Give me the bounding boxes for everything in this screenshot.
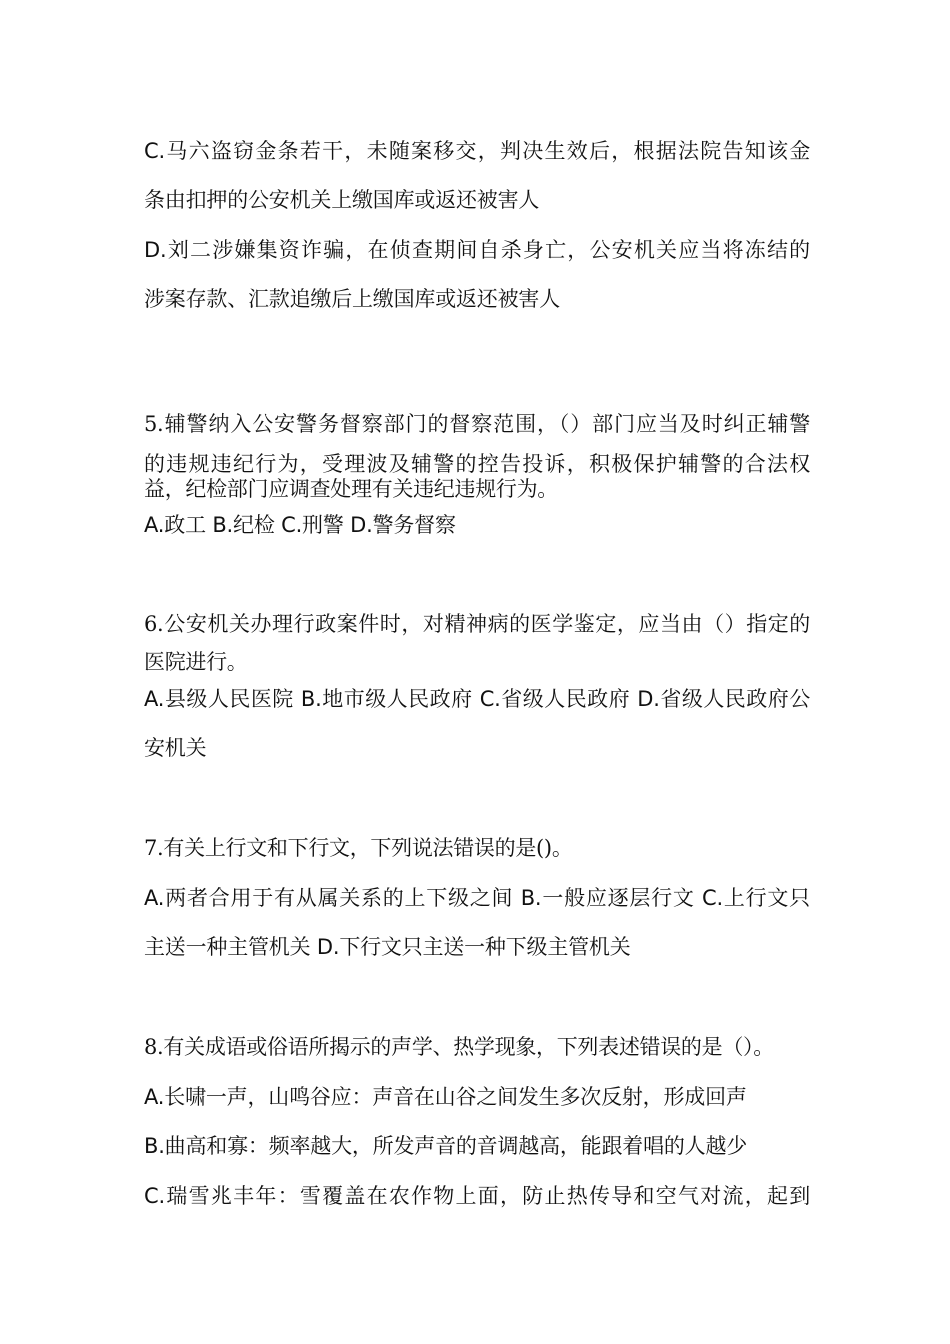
question-7-options-line-2: 主送一种主管机关 D.下行文只主送一种下级主管机关	[144, 935, 631, 959]
option-d-line-2: 涉案存款、汇款追缴后上缴国库或返还被害人	[144, 287, 560, 311]
question-7-options-line-1: A.两者合用于有从属关系的上下级之间 B.一般应逐层行文 C.上行文只	[144, 886, 810, 910]
option-c-line-2: 条由扣押的公安机关上缴国库或返还被害人	[144, 188, 540, 212]
question-5-line-3: 益，纪检部门应调查处理有关违纪违规行为。	[144, 477, 558, 501]
question-6-line-2: 医院进行。	[144, 650, 248, 674]
question-6-options-line-1: A.县级人民医院 B.地市级人民政府 C.省级人民政府 D.省级人民政府公	[144, 687, 810, 711]
option-d-line-1: D.刘二涉嫌集资诈骗，在侦查期间自杀身亡，公安机关应当将冻结的	[144, 238, 810, 262]
question-5-options: A.政工 B.纪检 C.刑警 D.警务督察	[144, 513, 456, 537]
question-8-option-c-line-1: C.瑞雪兆丰年：雪覆盖在农作物上面，防止热传导和空气对流，起到	[144, 1184, 810, 1208]
question-5-line-1: 5.辅警纳入公安警务督察部门的督察范围，（）部门应当及时纠正辅警	[144, 412, 810, 436]
question-5-line-2: 的违规违纪行为，受理波及辅警的控告投诉，积极保护辅警的合法权	[144, 452, 810, 476]
question-8-option-a: A.长啸一声，山鸣谷应：声音在山谷之间发生多次反射，形成回声	[144, 1085, 747, 1109]
question-8-option-b: B.曲高和寡：频率越大，所发声音的音调越高，能跟着唱的人越少	[144, 1134, 748, 1158]
option-c-line-1: C.马六盗窃金条若干，未随案移交，判决生效后，根据法院告知该金	[144, 139, 810, 163]
question-6-options-line-2: 安机关	[144, 736, 207, 760]
question-6-line-1: 6.公安机关办理行政案件时，对精神病的医学鉴定，应当由（）指定的	[144, 612, 810, 636]
question-7-line-1: 7.有关上行文和下行文，下列说法错误的是()。	[144, 836, 573, 860]
question-8-line-1: 8.有关成语或俗语所揭示的声学、热学现象，下列表述错误的是（）。	[144, 1035, 774, 1059]
